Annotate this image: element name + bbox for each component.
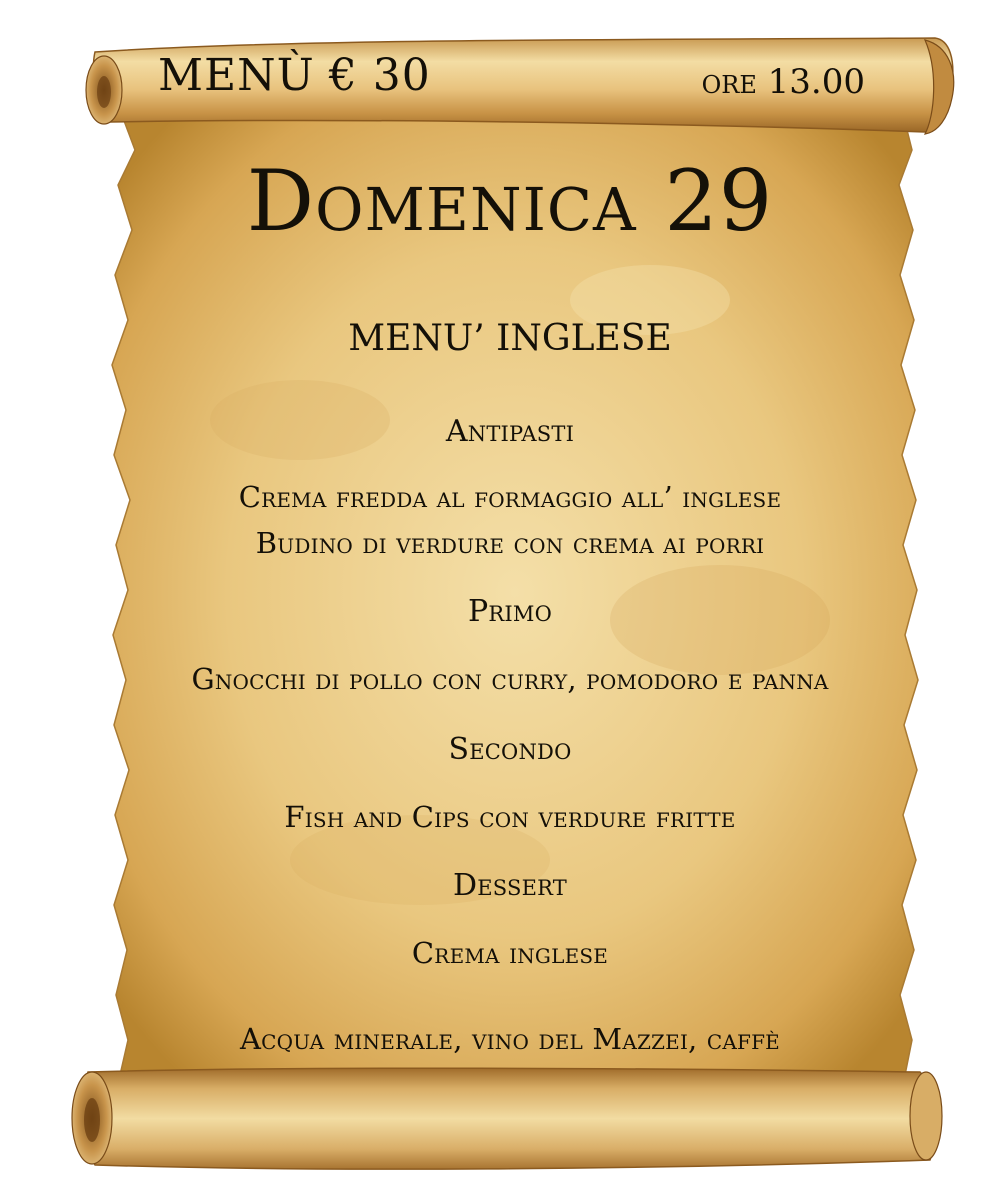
menu-price-header bbox=[158, 50, 431, 101]
section-heading-primo: Primo bbox=[467, 594, 552, 629]
page-title: Domenica 29 bbox=[246, 152, 774, 250]
serving-time: ore 13.00 bbox=[701, 62, 865, 102]
menu-footer: Acqua minerale, vino del Mazzei, caffè bbox=[239, 1022, 780, 1056]
section-heading-antipasti: Antipasti bbox=[445, 414, 575, 449]
dish-item: Budino di verdure con crema ai porri bbox=[255, 526, 765, 560]
section-heading-secondo: Secondo bbox=[448, 732, 572, 767]
menu-price: € 30 bbox=[328, 50, 431, 101]
dish-item: Gnocchi di pollo con curry, pomodoro e panna bbox=[191, 662, 829, 696]
menu-subtitle: MENU’ INGLESE bbox=[348, 318, 672, 359]
dish-item: Crema fredda al formaggio all’ inglese bbox=[238, 480, 782, 514]
menu-label: MENÙ bbox=[158, 50, 315, 101]
dish-item: Crema inglese bbox=[411, 936, 609, 970]
dish-item: Fish and Cips con verdure fritte bbox=[284, 800, 736, 834]
section-heading-dessert: Dessert bbox=[453, 868, 567, 903]
